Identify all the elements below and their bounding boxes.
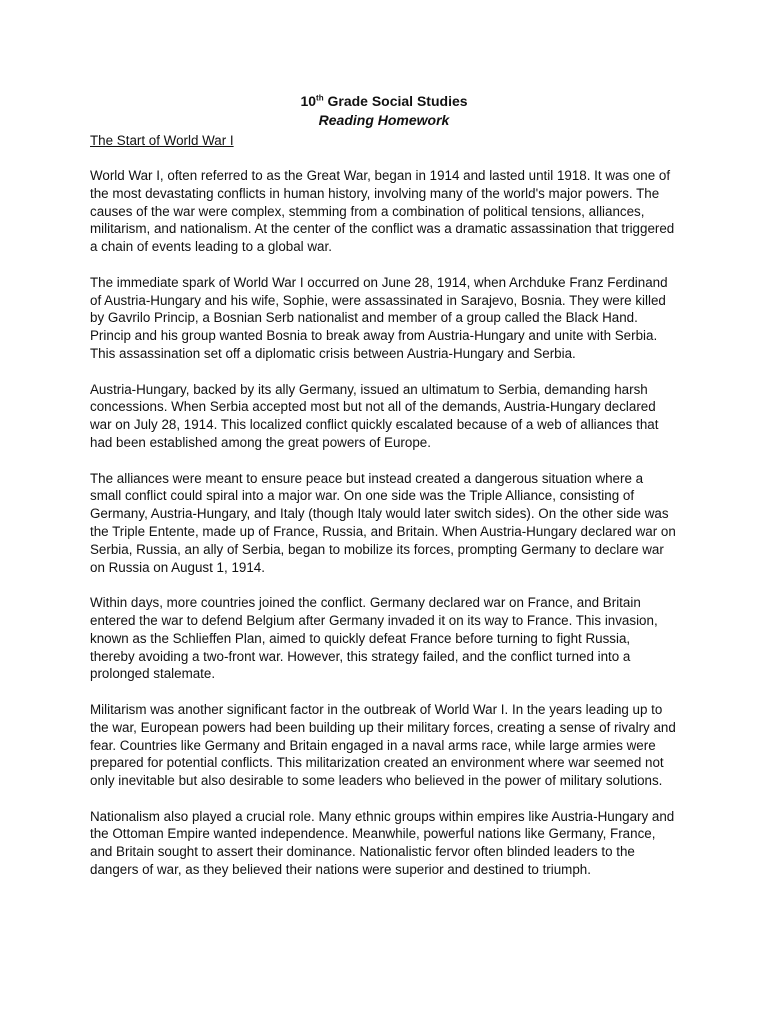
document-subtitle: Reading Homework <box>318 112 450 128</box>
section-heading: The Start of World War I <box>90 133 234 148</box>
paragraph-intro: World War I, often referred to as the Great War, began in 1914 and lasted until 1918. It was one of the most devastating conflicts in human history, involving many of the world's major powers. The causes of the war were complex, stemming from a combination of political tensions, alliances, militarism, and nationalism. At the center of the conflict was a dramatic assassination that triggered a chain of events leading to a global war. <box>90 168 675 255</box>
document-page <box>90 92 678 897</box>
title-text: Grade Social Studies <box>323 93 468 109</box>
paragraph-ultimatum: Austria-Hungary, backed by its ally Germany, issued an ultimatum to Serbia, demanding harsh concessions. When Serbia accepted most but not all of the demands, Austria-Hungary declared war on July 28, 1914. This localized conflict quickly escalated because of a web of alliances that had been established among the great powers of Europe. <box>90 381 659 450</box>
paragraph-militarism: Militarism was another significant factor in the outbreak of World War I. In the years leading up to the war, European powers had been building up their military forces, creating a sense of rivalry and fear. Countries like Germany and Britain engaged in a naval arms race, while large armies were prepared for potential conflicts. This militarization created an environment where war seemed not only inevitable but also desirable to some leaders who believed in the power of military solutions. <box>90 701 676 789</box>
paragraph-assassination: The immediate spark of World War I occurred on June 28, 1914, when Archduke Franz Ferdinand of Austria-Hungary and his wife, Sophie, were assassinated in Sarajevo, Bosnia. They were killed by Gavrilo Princip, a Bosnian Serb nationalist and member of a group called the Black Hand. Princip and his group wanted Bosnia to break away from Austria-Hungary and unite with Serbia. This assassination set off a diplomatic crisis between Austria-Hungary and Serbia. <box>90 274 668 361</box>
document-title <box>90 92 678 111</box>
paragraph-alliances: The alliances were meant to ensure peace but instead created a dangerous situation where a small conflict could spiral into a major war. On one side was the Triple Alliance, consisting of Germany, Austria-Hungary, and Italy (though Italy would later switch sides). On the other side was the Triple Entente, made up of France, Russia, and Britain. When Austria-Hungary declared war on Serbia, Russia, an ally of Serbia, began to mobilize its forces, prompting Germany to declare war on Russia on August 1, 1914. <box>90 470 676 575</box>
title-grade-number: 10 <box>300 93 317 109</box>
paragraph-nationalism: Nationalism also played a crucial role. Many ethnic groups within empires like Austria-Hungary and the Ottoman Empire wanted independence. Meanwhile, powerful nations like Germany, France, and Britain sought to assert their dominance. Nationalistic fervor often blinded leaders to the dangers of war, as they believed their nations were superior and destined to triumph. <box>90 808 675 878</box>
paragraph-schlieffen-plan: Within days, more countries joined the conflict. Germany declared war on France, and Britain entered the war to defend Belgium after Germany invaded it on its way to France. This invasion, known as the Schlieffen Plan, aimed to quickly defeat France before turning to fight Russia, thereby avoiding a two-front war. However, this strategy failed, and the conflict turned into a prolonged stalemate. <box>90 595 658 682</box>
title-ordinal-suffix: th <box>316 93 324 103</box>
